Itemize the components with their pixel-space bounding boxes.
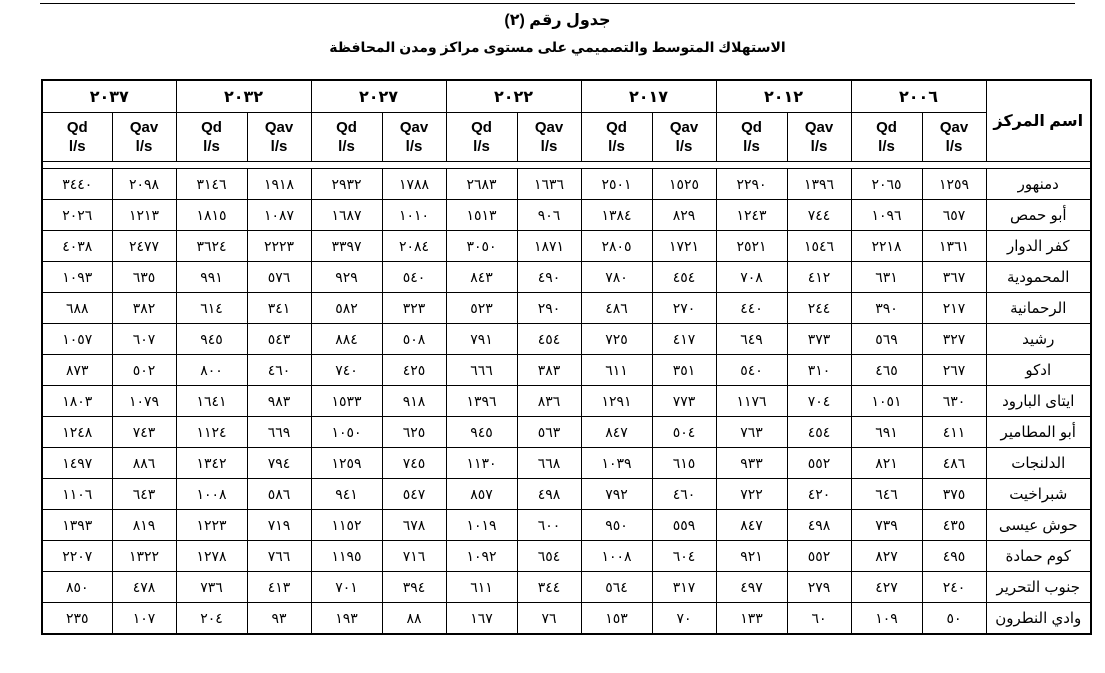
qd-header: Qd l/s	[42, 113, 112, 162]
qd-cell: ١٨١٥	[176, 200, 247, 231]
qd-cell: ١٠٠٨	[176, 479, 247, 510]
qd-cell: ٨٠٠	[176, 355, 247, 386]
qav-cell: ٣٦٧	[922, 262, 986, 293]
qav-cell: ٤٦٠	[247, 355, 311, 386]
center-name-header: اسم المركز	[986, 80, 1091, 162]
qd-cell: ٧٣٦	[176, 572, 247, 603]
qd-cell: ٨٢١	[851, 448, 922, 479]
qd-cell: ٣٠٥٠	[446, 231, 517, 262]
qd-cell: ٦٦٦	[446, 355, 517, 386]
qd-cell: ٤٤٠	[716, 293, 787, 324]
table-row	[42, 479, 1091, 510]
qav-cell: ٤٨٦	[922, 448, 986, 479]
year-header-row	[42, 80, 1091, 113]
qav-cell: ١٨٧١	[517, 231, 581, 262]
qd-cell: ١٠٩	[851, 603, 922, 635]
qd-cell: ١١٢٤	[176, 417, 247, 448]
qav-cell: ١٥٢٥	[652, 169, 716, 200]
qav-cell: ٦٥٤	[517, 541, 581, 572]
qav-cell: ٢٤٤	[787, 293, 851, 324]
qav-cell: ٩٠٦	[517, 200, 581, 231]
consumption-table	[41, 79, 1092, 635]
qav-header: Qav l/s	[247, 113, 311, 162]
qav-cell: ٥٤٧	[382, 479, 446, 510]
qav-cell: ٧١٦	[382, 541, 446, 572]
qav-cell: ٧٤٥	[382, 448, 446, 479]
table-row	[42, 417, 1091, 448]
qav-cell: ٧٠٤	[787, 386, 851, 417]
qav-cell: ٦٠٠	[517, 510, 581, 541]
qav-cell: ٣٥١	[652, 355, 716, 386]
year-header: ٢٠١٢	[716, 80, 851, 113]
qd-cell: ١١٥٢	[311, 510, 382, 541]
qd-cell: ٥٨٢	[311, 293, 382, 324]
qd-cell: ١٣٩٦	[446, 386, 517, 417]
qav-cell: ٣٨٢	[112, 293, 176, 324]
qav-cell: ٩١٨	[382, 386, 446, 417]
qav-cell: ٣٤٤	[517, 572, 581, 603]
qav-cell: ٧٩٤	[247, 448, 311, 479]
qd-cell: ٦١١	[446, 572, 517, 603]
qd-cell: ٣٣٩٧	[311, 231, 382, 262]
qav-cell: ٣٢٧	[922, 324, 986, 355]
qav-cell: ٤١١	[922, 417, 986, 448]
qd-cell: ٤٩٧	[716, 572, 787, 603]
qav-cell: ٤٦٠	[652, 479, 716, 510]
qav-cell: ٥٠٨	[382, 324, 446, 355]
center-name-cell: كوم حمادة	[986, 541, 1091, 572]
qav-cell: ٥٥٩	[652, 510, 716, 541]
qd-cell: ١٠٥٠	[311, 417, 382, 448]
qav-cell: ٦٣٠	[922, 386, 986, 417]
qav-cell: ٢٧٩	[787, 572, 851, 603]
table-caption-subtitle: الاستهلاك المتوسط والتصميمي على مستوى مراكز ومدن المحافظة	[329, 39, 786, 55]
qav-cell: ١٠٨٧	[247, 200, 311, 231]
qav-cell: ٢٤٠	[922, 572, 986, 603]
qav-cell: ٣٤١	[247, 293, 311, 324]
qav-cell: ٤٥٤	[652, 262, 716, 293]
qd-cell: ١٢٩١	[581, 386, 652, 417]
qav-cell: ٢٦٧	[922, 355, 986, 386]
qd-cell: ١٠٩٦	[851, 200, 922, 231]
qd-cell: ٦٣١	[851, 262, 922, 293]
qd-cell: ٤٦٥	[851, 355, 922, 386]
qav-cell: ٧١٩	[247, 510, 311, 541]
qav-cell: ٣٨٣	[517, 355, 581, 386]
qav-cell: ١٧٨٨	[382, 169, 446, 200]
qav-cell: ٧٠	[652, 603, 716, 635]
qd-cell: ٣٤٤٠	[42, 169, 112, 200]
qav-cell: ٨٨	[382, 603, 446, 635]
qd-cell: ٥٦٤	[581, 572, 652, 603]
qav-cell: ١٠٧٩	[112, 386, 176, 417]
center-name-cell: الرحمانية	[986, 293, 1091, 324]
qav-cell: ٤٢٠	[787, 479, 851, 510]
qd-cell: ١٨٠٣	[42, 386, 112, 417]
qav-cell: ١٠١٠	[382, 200, 446, 231]
qd-cell: ٣١٤٦	[176, 169, 247, 200]
qd-cell: ٢٢٠٧	[42, 541, 112, 572]
qd-cell: ١٣٣	[716, 603, 787, 635]
qd-cell: ١٦٧	[446, 603, 517, 635]
qd-cell: ٩٣٣	[716, 448, 787, 479]
qav-header: Qav l/s	[652, 113, 716, 162]
qd-cell: ٧٠٨	[716, 262, 787, 293]
qd-header: Qd l/s	[851, 113, 922, 162]
qd-cell: ١١٩٥	[311, 541, 382, 572]
qav-cell: ١٣٦١	[922, 231, 986, 262]
qav-cell: ٤٣٥	[922, 510, 986, 541]
qd-cell: ٥٤٠	[716, 355, 787, 386]
qd-cell: ٦٩١	[851, 417, 922, 448]
qav-cell: ٢١٧	[922, 293, 986, 324]
qav-cell: ٤٩٥	[922, 541, 986, 572]
center-name-cell: رشيد	[986, 324, 1091, 355]
qav-cell: ٥٦٣	[517, 417, 581, 448]
qd-cell: ١٠٥٧	[42, 324, 112, 355]
qd-cell: ١١٣٠	[446, 448, 517, 479]
qav-cell: ٤٩٨	[787, 510, 851, 541]
qav-cell: ٦٠	[787, 603, 851, 635]
qd-cell: ١٩٣	[311, 603, 382, 635]
qav-cell: ٥٠	[922, 603, 986, 635]
qav-cell: ١٢٥٩	[922, 169, 986, 200]
qav-cell: ٢٤٧٧	[112, 231, 176, 262]
qd-cell: ٢٨٠٥	[581, 231, 652, 262]
qd-cell: ٢٥٠١	[581, 169, 652, 200]
center-name-cell: ايتاى البارود	[986, 386, 1091, 417]
qav-cell: ١٧٢١	[652, 231, 716, 262]
qd-cell: ٩٤١	[311, 479, 382, 510]
center-name-cell: أبو المطامير	[986, 417, 1091, 448]
qav-cell: ٣٧٣	[787, 324, 851, 355]
unit-header-row	[42, 113, 1091, 162]
table-row	[42, 231, 1091, 262]
year-header: ٢٠٢٧	[311, 80, 446, 113]
qav-cell: ٦١٥	[652, 448, 716, 479]
qd-header: Qd l/s	[581, 113, 652, 162]
qd-cell: ٢٢٩٠	[716, 169, 787, 200]
qd-cell: ١٠٠٨	[581, 541, 652, 572]
qav-cell: ١٠٧	[112, 603, 176, 635]
qd-cell: ٨٥٠	[42, 572, 112, 603]
qd-cell: ٧٢٢	[716, 479, 787, 510]
qd-cell: ٢٣٥	[42, 603, 112, 635]
qd-cell: ٧٤٠	[311, 355, 382, 386]
qav-cell: ٦٠٤	[652, 541, 716, 572]
qd-cell: ٩٤٥	[446, 417, 517, 448]
qd-cell: ١٣٩٣	[42, 510, 112, 541]
qav-cell: ٤١٣	[247, 572, 311, 603]
qd-cell: ٦٨٨	[42, 293, 112, 324]
qav-cell: ٦٠٧	[112, 324, 176, 355]
qav-cell: ٧٤٤	[787, 200, 851, 231]
qd-cell: ٣٦٢٤	[176, 231, 247, 262]
qd-cell: ١٥٣	[581, 603, 652, 635]
table-row	[42, 262, 1091, 293]
qd-cell: ٩٢١	[716, 541, 787, 572]
table-row	[42, 355, 1091, 386]
qd-cell: ٥٦٩	[851, 324, 922, 355]
qd-header: Qd l/s	[176, 113, 247, 162]
qd-cell: ٧٢٥	[581, 324, 652, 355]
qav-cell: ٧٦	[517, 603, 581, 635]
qd-cell: ١١٧٦	[716, 386, 787, 417]
qd-cell: ٢٦٨٣	[446, 169, 517, 200]
qav-cell: ٢٢٢٣	[247, 231, 311, 262]
qd-cell: ١٢٤٣	[716, 200, 787, 231]
qav-cell: ٦٧٨	[382, 510, 446, 541]
qav-cell: ٤١٧	[652, 324, 716, 355]
qd-cell: ٩٢٩	[311, 262, 382, 293]
qav-cell: ٦٥٧	[922, 200, 986, 231]
center-name-cell: شبراخيت	[986, 479, 1091, 510]
qd-cell: ٢٠٦٥	[851, 169, 922, 200]
qd-cell: ١٠٩٣	[42, 262, 112, 293]
qav-cell: ٨١٩	[112, 510, 176, 541]
qd-cell: ٨٨٤	[311, 324, 382, 355]
qav-header: Qav l/s	[787, 113, 851, 162]
qd-cell: ٢٥٢١	[716, 231, 787, 262]
qav-cell: ٥٥٢	[787, 448, 851, 479]
qd-cell: ١٠٣٩	[581, 448, 652, 479]
qav-cell: ٥٨٦	[247, 479, 311, 510]
qav-cell: ١٥٤٦	[787, 231, 851, 262]
qav-cell: ٨٢٩	[652, 200, 716, 231]
qd-cell: ٧٨٠	[581, 262, 652, 293]
qd-cell: ٤٨٦	[581, 293, 652, 324]
qd-cell: ٧٣٩	[851, 510, 922, 541]
table-caption-title: جدول رقم (٢)	[504, 12, 611, 29]
qav-cell: ٤١٢	[787, 262, 851, 293]
table-row	[42, 293, 1091, 324]
qav-cell: ٤٢٥	[382, 355, 446, 386]
qd-cell: ٩٥٠	[581, 510, 652, 541]
center-name-cell: الدلنجات	[986, 448, 1091, 479]
qav-cell: ٥٠٢	[112, 355, 176, 386]
qav-cell: ٤٩٨	[517, 479, 581, 510]
table-row	[42, 448, 1091, 479]
qd-cell: ١١٠٦	[42, 479, 112, 510]
qav-cell: ١٦٣٦	[517, 169, 581, 200]
qd-cell: ١٥١٣	[446, 200, 517, 231]
center-name-cell: أبو حمص	[986, 200, 1091, 231]
qd-cell: ١٦٨٧	[311, 200, 382, 231]
qd-cell: ٤٠٣٨	[42, 231, 112, 262]
qav-header: Qav l/s	[382, 113, 446, 162]
qav-cell: ٤٩٠	[517, 262, 581, 293]
qav-cell: ٤٥٤	[517, 324, 581, 355]
qav-cell: ٦٦٩	[247, 417, 311, 448]
center-name-cell: المحمودية	[986, 262, 1091, 293]
qav-cell: ٣٧٥	[922, 479, 986, 510]
qav-cell: ٦٤٣	[112, 479, 176, 510]
qd-cell: ٨٥٧	[446, 479, 517, 510]
center-name-cell: دمنهور	[986, 169, 1091, 200]
qd-cell: ١٠٥١	[851, 386, 922, 417]
qav-cell: ٣٢٣	[382, 293, 446, 324]
qd-cell: ٩٩١	[176, 262, 247, 293]
qd-cell: ٢٢١٨	[851, 231, 922, 262]
qav-cell: ٢٠٨٤	[382, 231, 446, 262]
qd-cell: ١٣٤٢	[176, 448, 247, 479]
year-header: ٢٠١٧	[581, 80, 716, 113]
qav-cell: ١٩١٨	[247, 169, 311, 200]
qd-cell: ٦٤٦	[851, 479, 922, 510]
qd-header: Qd l/s	[311, 113, 382, 162]
table-row	[42, 324, 1091, 355]
qav-cell: ٢٠٩٨	[112, 169, 176, 200]
qd-cell: ٦١١	[581, 355, 652, 386]
center-name-cell: ادكو	[986, 355, 1091, 386]
qav-cell: ٩٨٣	[247, 386, 311, 417]
table-row	[42, 541, 1091, 572]
qav-cell: ٧٤٣	[112, 417, 176, 448]
table-row	[42, 200, 1091, 231]
qd-cell: ٢٩٣٢	[311, 169, 382, 200]
qd-cell: ٨٤٧	[716, 510, 787, 541]
qd-cell: ١٠١٩	[446, 510, 517, 541]
qd-cell: ٤٢٧	[851, 572, 922, 603]
qd-cell: ٥٢٣	[446, 293, 517, 324]
qd-cell: ٣٩٠	[851, 293, 922, 324]
table-row	[42, 572, 1091, 603]
table-row	[42, 603, 1091, 635]
year-header: ٢٠٣٧	[42, 80, 176, 113]
qd-cell: ١٢٧٨	[176, 541, 247, 572]
qd-cell: ٧٩٢	[581, 479, 652, 510]
center-name-cell: وادي النطرون	[986, 603, 1091, 635]
qd-cell: ٨٤٧	[581, 417, 652, 448]
qav-cell: ٦٢٥	[382, 417, 446, 448]
qd-cell: ٩٤٥	[176, 324, 247, 355]
qav-cell: ٦٣٥	[112, 262, 176, 293]
qav-cell: ١٣٢٢	[112, 541, 176, 572]
qd-header: Qd l/s	[716, 113, 787, 162]
center-name-cell: جنوب التحرير	[986, 572, 1091, 603]
qd-cell: ١٥٣٣	[311, 386, 382, 417]
qd-cell: ١٢٢٣	[176, 510, 247, 541]
qd-cell: ٨٧٣	[42, 355, 112, 386]
qav-cell: ٧٦٦	[247, 541, 311, 572]
qav-cell: ٦٦٨	[517, 448, 581, 479]
qav-cell: ١٢١٣	[112, 200, 176, 231]
qav-cell: ٨٣٦	[517, 386, 581, 417]
year-header: ٢٠٠٦	[851, 80, 986, 113]
table-body	[42, 169, 1091, 635]
qav-cell: ٩٣	[247, 603, 311, 635]
qd-cell: ٨٢٧	[851, 541, 922, 572]
year-header: ٢٠٣٢	[176, 80, 311, 113]
year-header: ٢٠٢٢	[446, 80, 581, 113]
qav-cell: ٥٤٣	[247, 324, 311, 355]
qd-cell: ٢٠٤	[176, 603, 247, 635]
qd-cell: ١٢٤٨	[42, 417, 112, 448]
qd-cell: ١٦٤١	[176, 386, 247, 417]
qav-cell: ٢٧٠	[652, 293, 716, 324]
qav-cell: ٣١٠	[787, 355, 851, 386]
qd-cell: ٧٠١	[311, 572, 382, 603]
qav-cell: ٥٤٠	[382, 262, 446, 293]
qd-cell: ٦٤٩	[716, 324, 787, 355]
table-row	[42, 510, 1091, 541]
qd-cell: ١٣٨٤	[581, 200, 652, 231]
qd-cell: ٧٦٣	[716, 417, 787, 448]
table-header	[42, 80, 1091, 169]
qd-cell: ١٠٩٢	[446, 541, 517, 572]
qav-cell: ٣١٧	[652, 572, 716, 603]
top-rule	[40, 3, 1075, 4]
table-row	[42, 386, 1091, 417]
qav-header: Qav l/s	[517, 113, 581, 162]
qd-cell: ٢٠٢٦	[42, 200, 112, 231]
qav-cell: ٤٥٤	[787, 417, 851, 448]
qav-cell: ٥٥٢	[787, 541, 851, 572]
qd-cell: ٧٩١	[446, 324, 517, 355]
qav-cell: ٣٩٤	[382, 572, 446, 603]
qd-cell: ٨٤٣	[446, 262, 517, 293]
qav-header: Qav l/s	[112, 113, 176, 162]
qav-cell: ٥٠٤	[652, 417, 716, 448]
qd-cell: ١٤٩٧	[42, 448, 112, 479]
qav-cell: ٥٧٦	[247, 262, 311, 293]
qav-cell: ٢٩٠	[517, 293, 581, 324]
qd-cell: ٦١٤	[176, 293, 247, 324]
qd-cell: ١٢٥٩	[311, 448, 382, 479]
qav-cell: ٧٧٣	[652, 386, 716, 417]
qav-cell: ٨٨٦	[112, 448, 176, 479]
header-spacer	[42, 162, 1091, 169]
qd-header: Qd l/s	[446, 113, 517, 162]
qav-cell: ١٣٩٦	[787, 169, 851, 200]
center-name-cell: حوش عيسى	[986, 510, 1091, 541]
center-name-cell: كفر الدوار	[986, 231, 1091, 262]
table-row	[42, 169, 1091, 200]
qav-header: Qav l/s	[922, 113, 986, 162]
qav-cell: ٤٧٨	[112, 572, 176, 603]
